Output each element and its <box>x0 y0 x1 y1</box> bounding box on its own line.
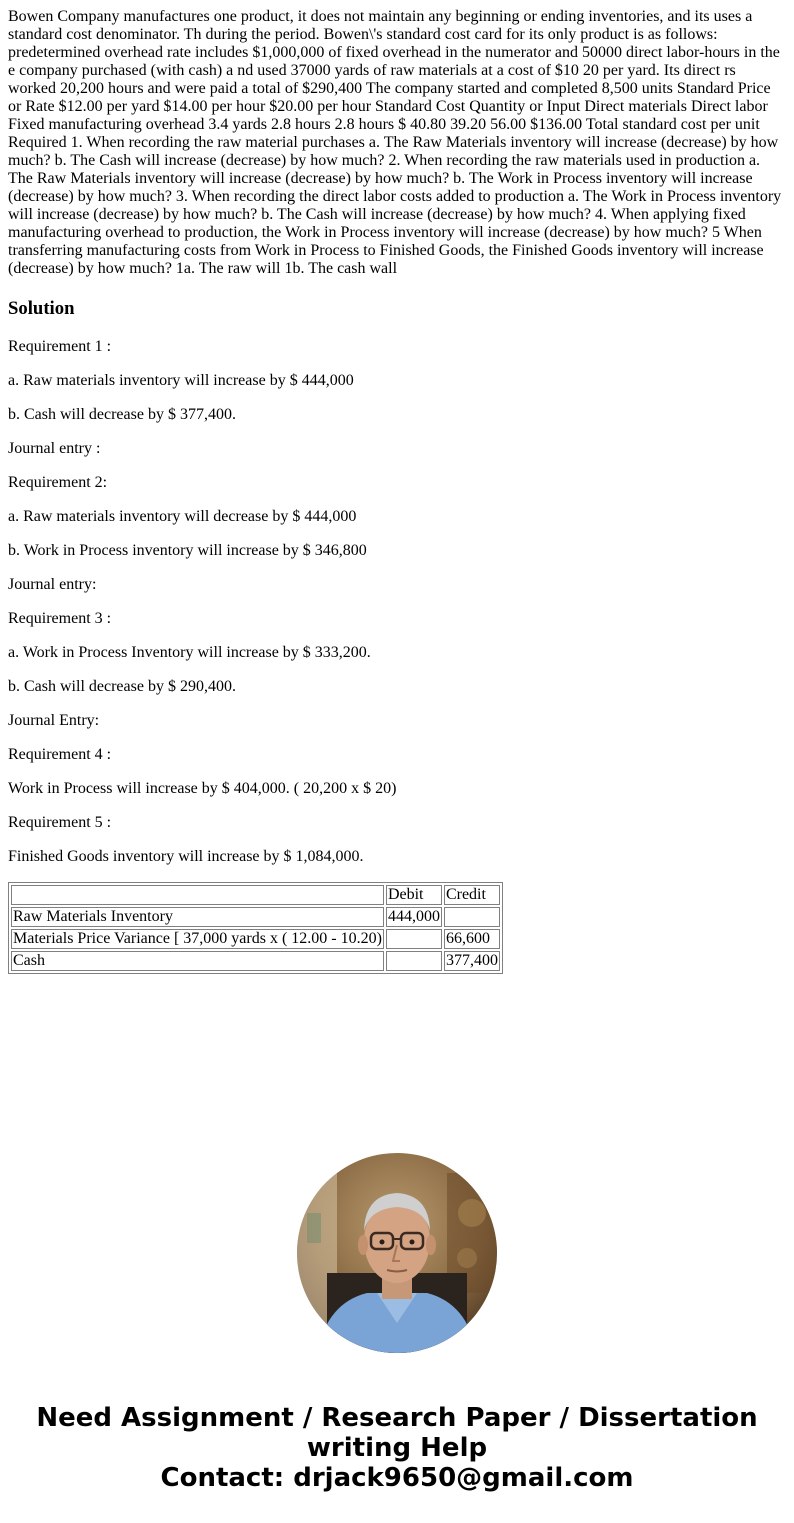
table-header-cell <box>11 885 384 905</box>
solution-body <box>8 338 784 866</box>
table-cell: Materials Price Variance [ 37,000 yards x ( 12.00 - 10.20) <box>13 930 382 947</box>
solution-paragraph: Finished Goods inventory will increase by $ 1,084,000. <box>8 848 364 865</box>
solution-paragraph: Requirement 3 : <box>8 610 112 627</box>
table-cell: 377,400 <box>445 952 498 969</box>
solution-paragraph: b. Cash will decrease by $ 290,400. <box>8 678 236 695</box>
promo-line: Need Assignment / Research Paper / Dissertation <box>36 1403 758 1433</box>
table-cell: 444,000 <box>387 908 440 925</box>
solution-heading: Solution <box>8 298 75 319</box>
promo-banner <box>0 1403 794 1493</box>
solution-paragraph: Requirement 5 : <box>8 814 112 831</box>
page-content <box>8 8 784 974</box>
table-cell: 66,600 <box>444 929 500 949</box>
portrait-illustration <box>297 1153 497 1353</box>
table-row <box>11 907 500 927</box>
promo-line: writing Help <box>306 1433 488 1463</box>
table-row <box>11 929 500 949</box>
table-header-cell: Credit <box>444 885 500 905</box>
author-portrait-icon <box>297 1153 497 1353</box>
solution-paragraph: a. Raw materials inventory will decrease by $ 444,000 <box>8 508 357 525</box>
journal-entry-table <box>8 882 503 974</box>
solution-paragraph: Journal entry: <box>8 576 97 593</box>
solution-paragraph: Requirement 4 : <box>8 746 112 763</box>
solution-paragraph: Journal entry : <box>8 440 101 457</box>
contact-email: Contact: drjack9650@gmail.com <box>160 1463 634 1493</box>
table-row <box>11 951 500 971</box>
table-header-cell: Debit <box>386 885 442 905</box>
solution-paragraph: b. Cash will decrease by $ 377,400. <box>8 406 236 423</box>
solution-paragraph: a. Raw materials inventory will increase by $ 444,000 <box>8 372 354 389</box>
table-cell <box>444 907 500 927</box>
solution-paragraph: Work in Process will increase by $ 404,000. ( 20,200 x $ 20) <box>8 780 397 797</box>
question-text: Bowen Company manufactures one product, it does not maintain any beginning or ending inventories, and its uses a standard cost denominator. Th during the period. Bowen\'s standard cost card for its only product is as follows: predetermined overhead rate includes $1,000,000 of fixed overhead in the numerator and 50000 direct labor-hours in the e company purchased (with cash) a nd used 37000 yards of raw materials at a cost of $10 20 per yard. Its direct rs worked 20,200 hours and were paid a total of $290,400 The company started and completed 8,500 units Standard Price or Rate $12.00 per yard $14.00 per hour $20.00 per hour Standard Cost Quantity or Input Direct materials Direct labor Fixed manufacturing overhead 3.4 yards 2.8 hours 2.8 hours $ 40.80 39.20 56.00 $136.00 Total standard cost per unit Required 1. When recording the raw material purchases a. The Raw Materials inventory will increase (decrease) by how much? b. The Cash will increase (decrease) by how much? 2. When recording the raw materials used in production a. The Raw Materials inventory will increase (decrease) by how much? b. The Work in Process inventory will increase (decrease) by how much? 3. When recording the direct labor costs added to production a. The Work in Process inventory will increase (decrease) by how much? b. The Cash will increase (decrease) by how much? 4. When applying fixed manufacturing overhead to production, the Work in Process inventory will increase (decrease) by how much? 5 When transferring manufacturing costs from Work in Process to Finished Goods, the Finished Goods inventory will increase (decrease) by how much? 1a. The raw will 1b. The cash wall <box>8 8 782 277</box>
solution-paragraph: Requirement 2: <box>8 474 108 491</box>
solution-paragraph: a. Work in Process Inventory will increase by $ 333,200. <box>8 644 371 661</box>
solution-paragraph: Requirement 1 : <box>8 338 112 355</box>
solution-paragraph: Journal Entry: <box>8 712 100 729</box>
table-cell: Raw Materials Inventory <box>11 907 384 927</box>
table-header-row <box>11 885 500 905</box>
solution-paragraph: b. Work in Process inventory will increase by $ 346,800 <box>8 542 367 559</box>
table-cell <box>386 929 442 949</box>
table-cell <box>386 951 442 971</box>
table-cell: Cash <box>11 951 384 971</box>
